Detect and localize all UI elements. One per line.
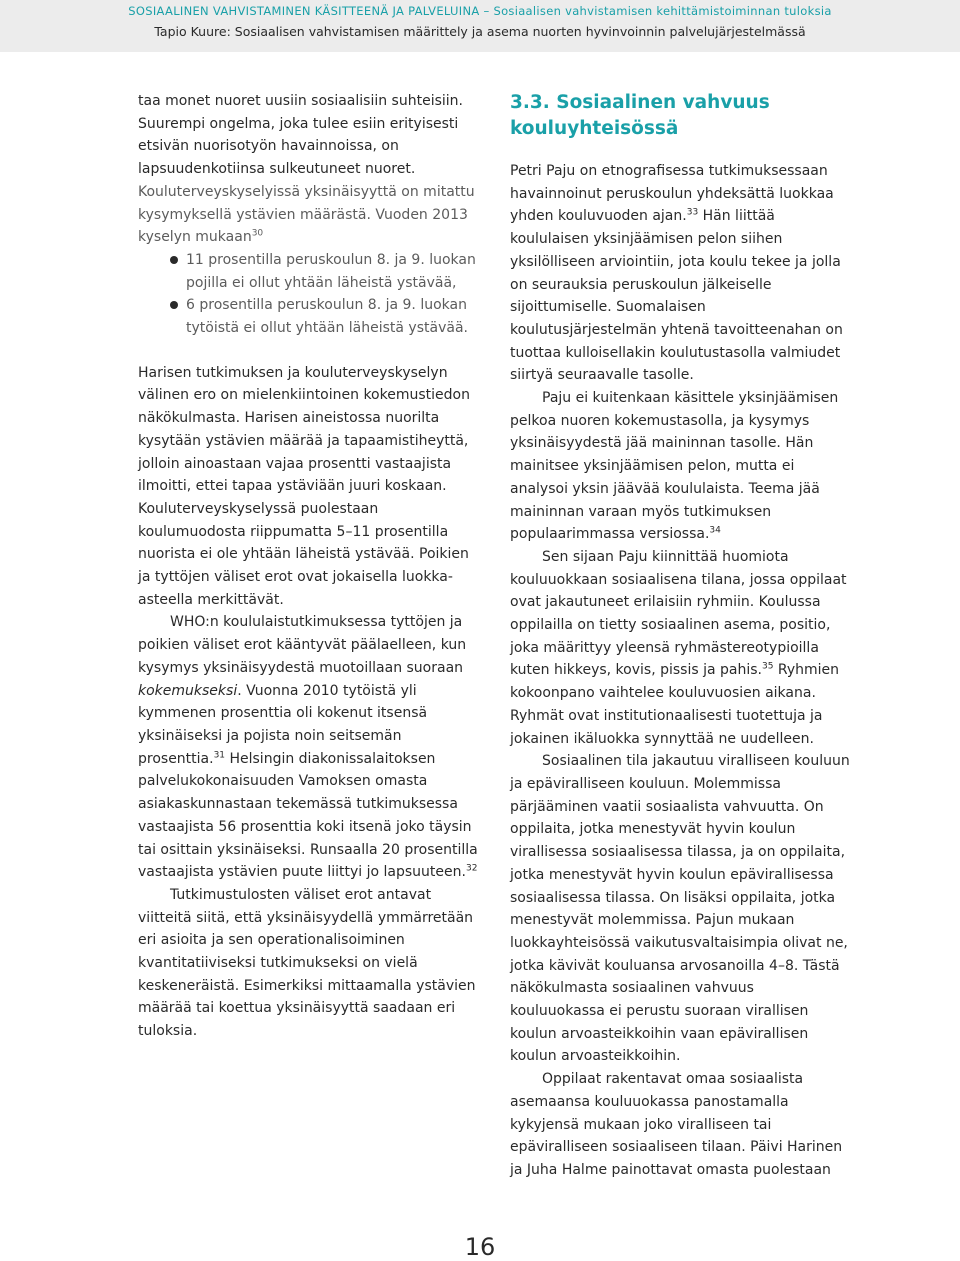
list-item: 11 prosentilla peruskoulun 8. ja 9. luokan pojilla ei ollut yhtään läheistä ystävää, xyxy=(138,249,478,294)
footnote-ref: 32 xyxy=(465,863,478,874)
paragraph: Tutkimustulosten väliset erot antavat viitteitä siitä, että yksinäisyydellä ymmärretään eri asioita ja sen operationalisoiminen kvantitatiiviseksi tutkimukseksi on vielä keskeneräistä. Esimerkiksi mittaamalla ystävien määrää tai koettua yksinäisyyttä saadaan eri tuloksia. xyxy=(138,886,476,1040)
paragraph: Sosiaalinen tila jakautuu viralliseen kouluun ja epäviralliseen kouluun. Molemmissa pärjääminen vaatii sosiaalista vahvuutta. On oppilaita, jotka menestyvät hyvin koulun virallisessa sosiaalisessa tilassa, ja on oppilaita, jotka menestyvät hyvin koulun epävirallisessa sosiaalisessa tilassa. On lisäksi oppilaita, jotka menestyvät molemmissa. Pajun mukaan luokkayhteisössä vaikutusvaltaisimpia olivat ne, jotka kävivät kouluansa arvosanoilla 4–8. Tästä näkökulmasta sosiaalinen vahvuus kouluuokassa ei perustu suoraan virallisen koulun arvoasteikkoihin vaan epävirallisen koulun arvoasteikkoihin. xyxy=(510,753,850,1065)
paragraph: Harisen tutkimuksen ja kouluterveyskyselyn välinen ero on mielenkiintoinen kokemustiedon näkökulmasta. Harisen aineistossa nuorilta kysytään ystävien määrää ja tapaamistiheyttä, jolloin ainoastaan vajaa prosentti vastaajista ilmoitti, ettei tapaa ystäviään juuri koskaan. Kouluterveyskyselyssä puolestaan koulumuodosta riippumatta 5–11 prosentilla nuorista ei ole yhtään läheistä ystävää. Poikien ja tyttöjen väliset erot ovat jokaisella luokka-asteella merkittävät. xyxy=(138,364,470,608)
header-publication-title: SOSIAALINEN VAHVISTAMINEN KÄSITTEENÄ JA PALVELUINA – Sosiaalisen vahvistamisen kehittämistoiminnan tuloksia xyxy=(128,4,832,18)
bullet-icon xyxy=(170,256,178,264)
footnote-ref: 33 xyxy=(686,207,699,218)
footnote-ref: 30 xyxy=(251,228,264,239)
footnote-ref: 35 xyxy=(761,661,774,672)
right-column xyxy=(510,90,850,1182)
paragraph: Petri Paju on etnografisessa tutkimuksessaan havainnoinut peruskoulun yhdeksättä luokkaa yhden kouluvuoden ajan.$^{33}$ Hän liittää koululaisen yksinjäämisen pelon siihen yksilölliseen arviointiin, jota koulu tekee ja jolla on seurauksia peruskoulun jälkeiselle sijoittumiselle. Suomalaisen koulutusjärjestelmän yhtenä tavoitteenahan on tuottaa kulloisellakin koulutustasolla valmiudet siirtyä seuraavalle tasolle. xyxy=(510,163,843,384)
bullet-list xyxy=(138,249,478,340)
footnote-ref: 31 xyxy=(213,750,226,761)
footnote-ref: 34 xyxy=(709,525,721,536)
paragraph: Paju ei kuitenkaan käsittele yksinjäämisen pelkoa nuoren kokemustasolla, ja kysymys yksinäisyydestä jää maininnan tasolle. Hän mainitsee yksinjäämisen pelon, mutta ei analysoi yksin jäävää koululaista. Teema jää maininnan varaan myös tutkimuksen populaarimmassa versiossa.$^{34}$ xyxy=(510,390,839,543)
paragraph: taa monet nuoret uusiin sosiaalisiin suhteisiin. Suurempi ongelma, joka tulee esiin erityisesti etsivän nuorisotyön havainnoissa, on lapsuudenkotiinsa sulkeutuneet nuoret. xyxy=(138,93,463,178)
page-number: 16 xyxy=(464,1233,496,1261)
paragraph: WHO:n koululaistutkimuksessa tyttöjen ja poikien väliset erot kääntyvät päälaelleen, kun kysymys yksinäisyydestä muotoillaan suoraan kokemukseksi. Vuonna 2010 tytöistä yli kymmenen prosenttia oli kokenut itsensä yksinäiseksi ja pojista noin seitsemän prosenttia.$^{31}$ Helsingin diakonissalaitoksen palvelukokonaisuuden Vamoksen omasta asiakaskunnastaan tekemässä tutkimuksessa vastaajista 56 prosenttia koki itsenä joko täysin tai osittain yksinäiseksi. Runsaalla 20 prosentilla vastaajista ystävien puute liittyi jo lapsuuteen.$^{32}$ xyxy=(138,614,478,881)
paragraph: Kouluterveyskyselyissä yksinäisyyttä on mitattu kysymyksellä ystävien määrästä. Vuoden 2013 kyselyn mukaan$^{30}$ xyxy=(138,183,475,246)
running-header xyxy=(0,0,960,52)
section-heading: 3.3. Sosiaalinen vahvuus kouluyhteisössä xyxy=(510,92,770,139)
list-item: 6 prosentilla peruskoulun 8. ja 9. luokan tytöistä ei ollut yhtään läheistä ystävää. xyxy=(138,294,478,339)
paragraph: Oppilaat rakentavat omaa sosiaalista asemaansa kouluuokassa panostamalla kykyjensä mukaan joko viralliseen tai epäviralliseen sosiaaliseen tilaan. Päivi Harinen ja Juha Halme painottavat omasta puolestaan xyxy=(510,1071,843,1178)
paragraph: Sen sijaan Paju kiinnittää huomiota kouluuokkaan sosiaalisena tilana, jossa oppilaat ovat jakautuneet erilaisiin ryhmiin. Koulussa oppilailla on tietty sosiaalinen asema, positio, joka määrittyy yleensä ryhmästereotypioilla kuten hikkeys, kovis, pissis ja pahis.$^{35}$ Ryhmien kokoonpano vaihtelee kouluvuosien aikana. Ryhmät ovat institutionaalisesti tuotettuja ja jokainen ikäluokka synnyttää ne uudelleen. xyxy=(510,548,847,747)
header-article-title: Tapio Kuure: Sosiaalisen vahvistamisen määrittely ja asema nuorten hyvinvoinnin palvelujärjestelmässä xyxy=(154,24,806,39)
left-column xyxy=(138,90,478,1043)
